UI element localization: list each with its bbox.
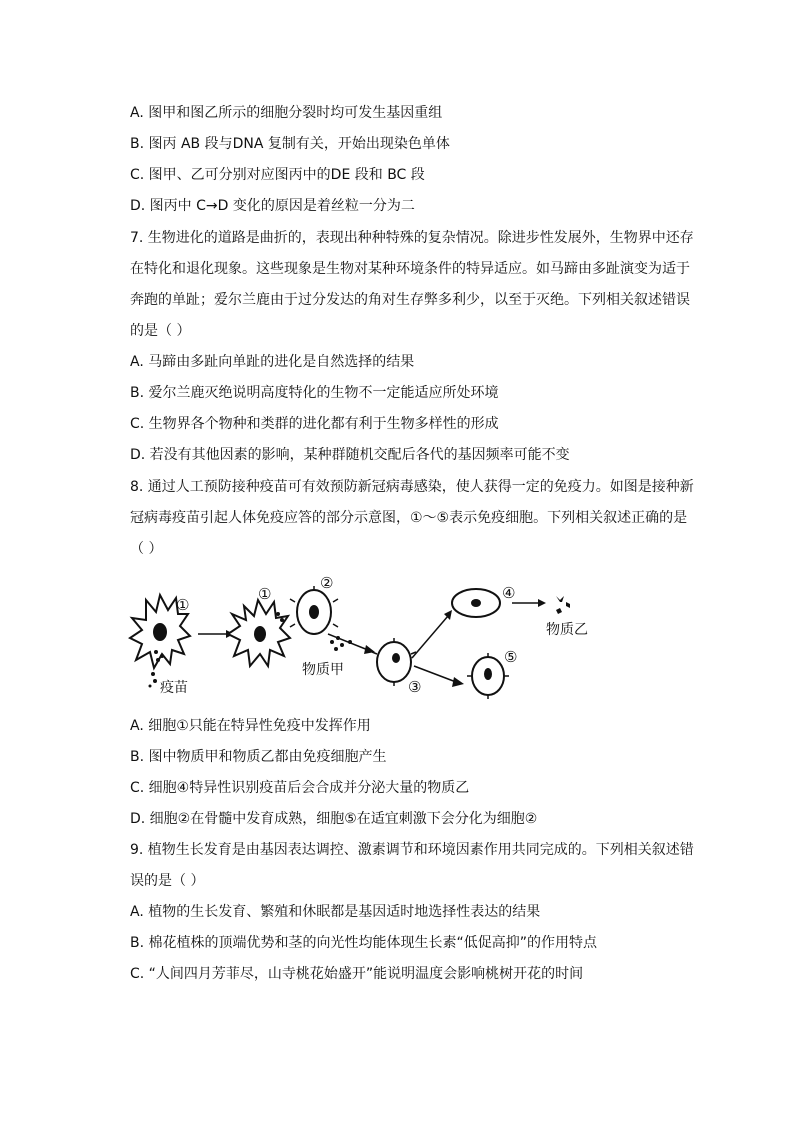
q7-stem-line: 7. 生物进化的道路是曲折的，表现出种种特殊的复杂情况。除进步性发展外，生物界中还存 (130, 230, 694, 246)
label-substance-a: 物质甲 (302, 662, 344, 678)
cell-1-processed (228, 600, 290, 666)
q7-stem-line: 奔跑的单趾；爱尔兰鹿由于过分发达的角对生存弊多利少，以至于灭绝。下列相关叙述错误 (130, 292, 690, 308)
immune-response-diagram (128, 570, 628, 700)
q8-option-b: B. 图中物质甲和物质乙都由免疫细胞产生 (130, 749, 387, 765)
cell-2 (290, 586, 338, 634)
q8-option-d: D. 细胞②在骨髓中发育成熟，细胞⑤在适宜刺激下会分化为细胞② (130, 811, 538, 827)
label-cell-4: ④ (502, 584, 516, 602)
label-substance-b: 物质乙 (546, 622, 588, 638)
q7-option-d: D. 若没有其他因素的影响，某种群随机交配后各代的基因频率可能不变 (130, 447, 570, 463)
substance-a-dots (330, 636, 352, 651)
q7-option-a: A. 马蹄由多趾向单趾的进化是自然选择的结果 (130, 354, 415, 370)
q8-option-a: A. 细胞①只能在特异性免疫中发挥作用 (130, 718, 371, 734)
q6-option-a: A. 图甲和图乙所示的细胞分裂时均可发生基因重组 (130, 105, 443, 121)
label-vaccine: 疫苗 (160, 680, 188, 696)
label-cell-2: ② (320, 574, 334, 592)
q8-option-c: C. 细胞④特异性识别疫苗后会合成并分泌大量的物质乙 (130, 780, 470, 796)
q9-option-b: B. 棉花植株的顶端优势和茎的向光性均能体现生长素“低促高抑”的作用特点 (130, 935, 598, 951)
q7-stem-line: 的是（ ） (130, 323, 191, 339)
q6-option-b: B. 图丙 AB 段与DNA 复制有关，开始出现染色单体 (130, 136, 450, 152)
q9-option-a: A. 植物的生长发育、繁殖和休眠都是基因适时地选择性表达的结果 (130, 904, 541, 920)
arrow (328, 634, 375, 654)
q7-stem-line: 在特化和退化现象。这些现象是生物对某种环境条件的特异适应。如马蹄由多趾演变为适于 (130, 261, 690, 277)
q7-option-c: C. 生物界各个物种和类群的进化都有利于生物多样性的形成 (130, 416, 499, 432)
q9-stem-line: 误的是（ ） (130, 873, 205, 889)
arrow (412, 610, 464, 687)
label-cell-5: ⑤ (504, 648, 518, 666)
q8-stem-line: 8. 通过人工预防接种疫苗可有效预防新冠病毒感染，使人获得一定的免疫力。如图是接种新 (130, 479, 694, 495)
q6-option-c: C. 图甲、乙可分别对应图丙中的DE 段和 BC 段 (130, 167, 425, 183)
cell-5 (467, 653, 509, 699)
q6-option-d: D. 图丙中 C→D 变化的原因是着丝粒一分为二 (130, 198, 415, 214)
label-cell-1b: ① (258, 585, 272, 603)
q7-option-b: B. 爱尔兰鹿灭绝说明高度特化的生物不一定能适应所处环境 (130, 385, 499, 401)
cell-4 (452, 589, 500, 617)
label-cell-3: ③ (408, 678, 422, 696)
substance-b-antibodies (556, 596, 570, 614)
q9-stem-line: 9. 植物生长发育是由基因表达调控、激素调节和环境因素作用共同完成的。下列相关叙述错 (130, 842, 694, 858)
q9-option-c: C. “人间四月芳菲尽，山寺桃花始盛开”能说明温度会影响桃树开花的时间 (130, 966, 584, 982)
q8-stem-line: （ ） (130, 541, 163, 557)
arrow (512, 599, 546, 607)
label-cell-1a: ① (176, 596, 190, 614)
q8-stem-line: 冠病毒疫苗引起人体免疫应答的部分示意图，①～⑤表示免疫细胞。下列相关叙述正确的是 (130, 510, 688, 526)
